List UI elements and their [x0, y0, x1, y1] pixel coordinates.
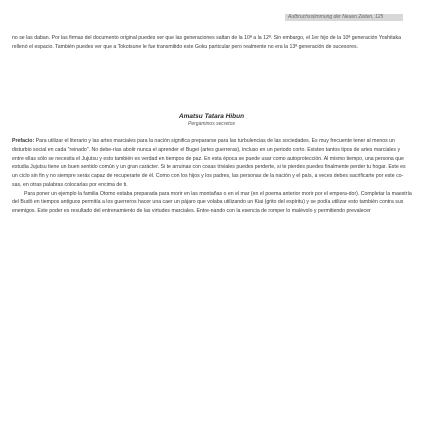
- body-paragraph-1: [12, 137, 412, 190]
- preface-label: Prefacio:: [12, 138, 35, 144]
- article-title: [0, 112, 423, 121]
- running-head-text: Aufbruchsstimmung der Neuen Zeiten, 125: [288, 14, 384, 20]
- running-head: [285, 14, 403, 21]
- body-paragraph-1-text: Para utilizar el literario y las artes marciales para la nación significa prepararse para las turbulencias de las sociedades. Es muy frecuente tener al menos un disturbio social en cada "reinado". No debe-rías abolir nunca el aprender el Bugei (artes guerreras), incluso en un periodo corto. Existen tantos tipos de artes marciales y entre ellas sólo se necesita el Jujutsu y esto también es verdad en tiempos de paz. En esta época se puede usar como autoprotección. Al mismo tiempo, una persona que estudia Jujutsu tiene un buen sentido común y un gran carácter. Si te arruinas con cosas triviales puedes perderte, si te pierdes puedes finalmente perder tu hogar. Este es un ciclo sin fin y no siempre serás capaz de recuperarte de él. Como con los hijos y los padres, las personas de la nación y el país, a veces debes sacrificarte por este co-sas, en otras palabras colocarlas por encima de ti.: [12, 138, 406, 188]
- article-subtitle: Pergaminos secretos: [188, 121, 235, 127]
- intro-paragraph: no se las daban. Por las firmas del documento original puedes ver que las generaciones saltan de la 10ª a la 12ª. Sin embargo, el 1er hijo de la 10ª generación Yoshitaka rellenó el espacio. También puedes ver que a Tokotsune le fue transmitido este Goku particular pero realmente no era la 13ª generación de sucesores.: [12, 35, 402, 50]
- article-title-pre: Amatsu: [178, 113, 205, 120]
- article-title-bold: Tatara Hibun: [204, 113, 245, 120]
- article-heading: [0, 112, 423, 128]
- article-body: [12, 137, 412, 216]
- body-paragraph-2: Para poner un ejemplo la familia Otomo estaba preparada para morir en las montañas o en el mar (en el poema anterior morir por el empera-dor). Completar la maestría del Budō en tiempos antiguos permitía a los guerreros hacer una caer un pájaro que volaba utilizando un Kiai (grito del espíritu) y se podía utilizar esto también contra sus enemigos. Este poder es resultado del entrenamiento de las virtudes marciales. Entre-nando con la esencia de romper lo malévolo y permitiendo prevalecer: [12, 190, 412, 214]
